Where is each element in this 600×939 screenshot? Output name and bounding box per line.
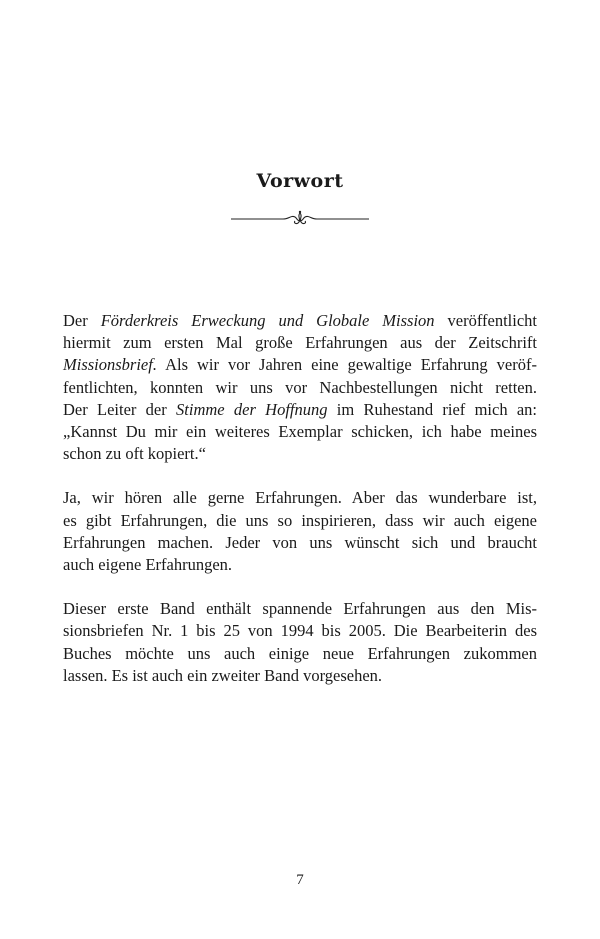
text-line bbox=[63, 310, 537, 332]
preface-body bbox=[63, 310, 537, 709]
flourish-divider-icon bbox=[231, 207, 369, 227]
text-segment: Dieser erste Band enthält spannende Erfahrungen aus den Mis- bbox=[63, 599, 537, 619]
text-line bbox=[63, 443, 537, 465]
paragraph bbox=[63, 310, 537, 465]
text-segment: im Ruhestand rief mich an: bbox=[327, 399, 538, 419]
text-segment: Der Leiter der bbox=[63, 399, 177, 419]
text-segment: „Kannst Du mir ein weiteres Exemplar schicken, ich habe meines bbox=[63, 422, 537, 442]
text-line bbox=[63, 643, 537, 665]
text-segment: Erfahrungen machen. Jeder von uns wünscht sich und braucht bbox=[63, 532, 537, 552]
paragraph bbox=[63, 487, 537, 576]
text-line bbox=[63, 421, 537, 443]
text-line bbox=[63, 377, 537, 399]
text-segment: veröffentlicht bbox=[434, 311, 538, 330]
text-segment: Buches möchte uns auch einige neue Erfahrungen zukommen bbox=[63, 643, 537, 663]
text-segment: es gibt Erfahrungen, die uns so inspirieren, dass wir auch eigene bbox=[63, 510, 537, 530]
text-line bbox=[63, 487, 537, 509]
text-segment: Der bbox=[63, 311, 101, 330]
page-title: Vorwort bbox=[256, 170, 344, 192]
text-line bbox=[63, 399, 537, 421]
text-segment: auch eigene Erfahrungen. bbox=[63, 555, 233, 575]
text-line bbox=[63, 620, 537, 642]
text-segment: fentlichten, konnten wir uns vor Nachbestellungen nicht retten. bbox=[63, 377, 537, 397]
text-segment: Als wir vor Jahren eine gewaltige Erfahrung veröf- bbox=[156, 355, 537, 375]
page-number: 7 bbox=[296, 872, 304, 888]
text-segment: Ja, wir hören alle gerne Erfahrungen. Aber das wunderbare ist, bbox=[63, 488, 537, 508]
text-segment: hiermit zum ersten Mal große Erfahrungen aus der Zeitschrift bbox=[63, 333, 537, 353]
text-line bbox=[63, 354, 537, 376]
italic-text: Stimme der Hoffnung bbox=[176, 399, 328, 419]
text-segment: sionsbriefen Nr. 1 bis 25 von 1994 bis 2005. Die Bearbeiterin des bbox=[63, 621, 537, 641]
text-line bbox=[63, 598, 537, 620]
text-line bbox=[63, 510, 537, 532]
italic-text: Missionsbrief. bbox=[63, 355, 157, 375]
text-segment: schon zu oft kopiert.“ bbox=[63, 444, 206, 464]
text-line bbox=[63, 665, 537, 687]
text-segment: lassen. Es ist auch ein zweiter Band vorgesehen. bbox=[63, 665, 383, 685]
text-line bbox=[63, 532, 537, 554]
text-line bbox=[63, 332, 537, 354]
text-line bbox=[63, 554, 537, 576]
paragraph bbox=[63, 598, 537, 687]
italic-text: Förderkreis Erweckung und Globale Mission bbox=[100, 311, 435, 330]
